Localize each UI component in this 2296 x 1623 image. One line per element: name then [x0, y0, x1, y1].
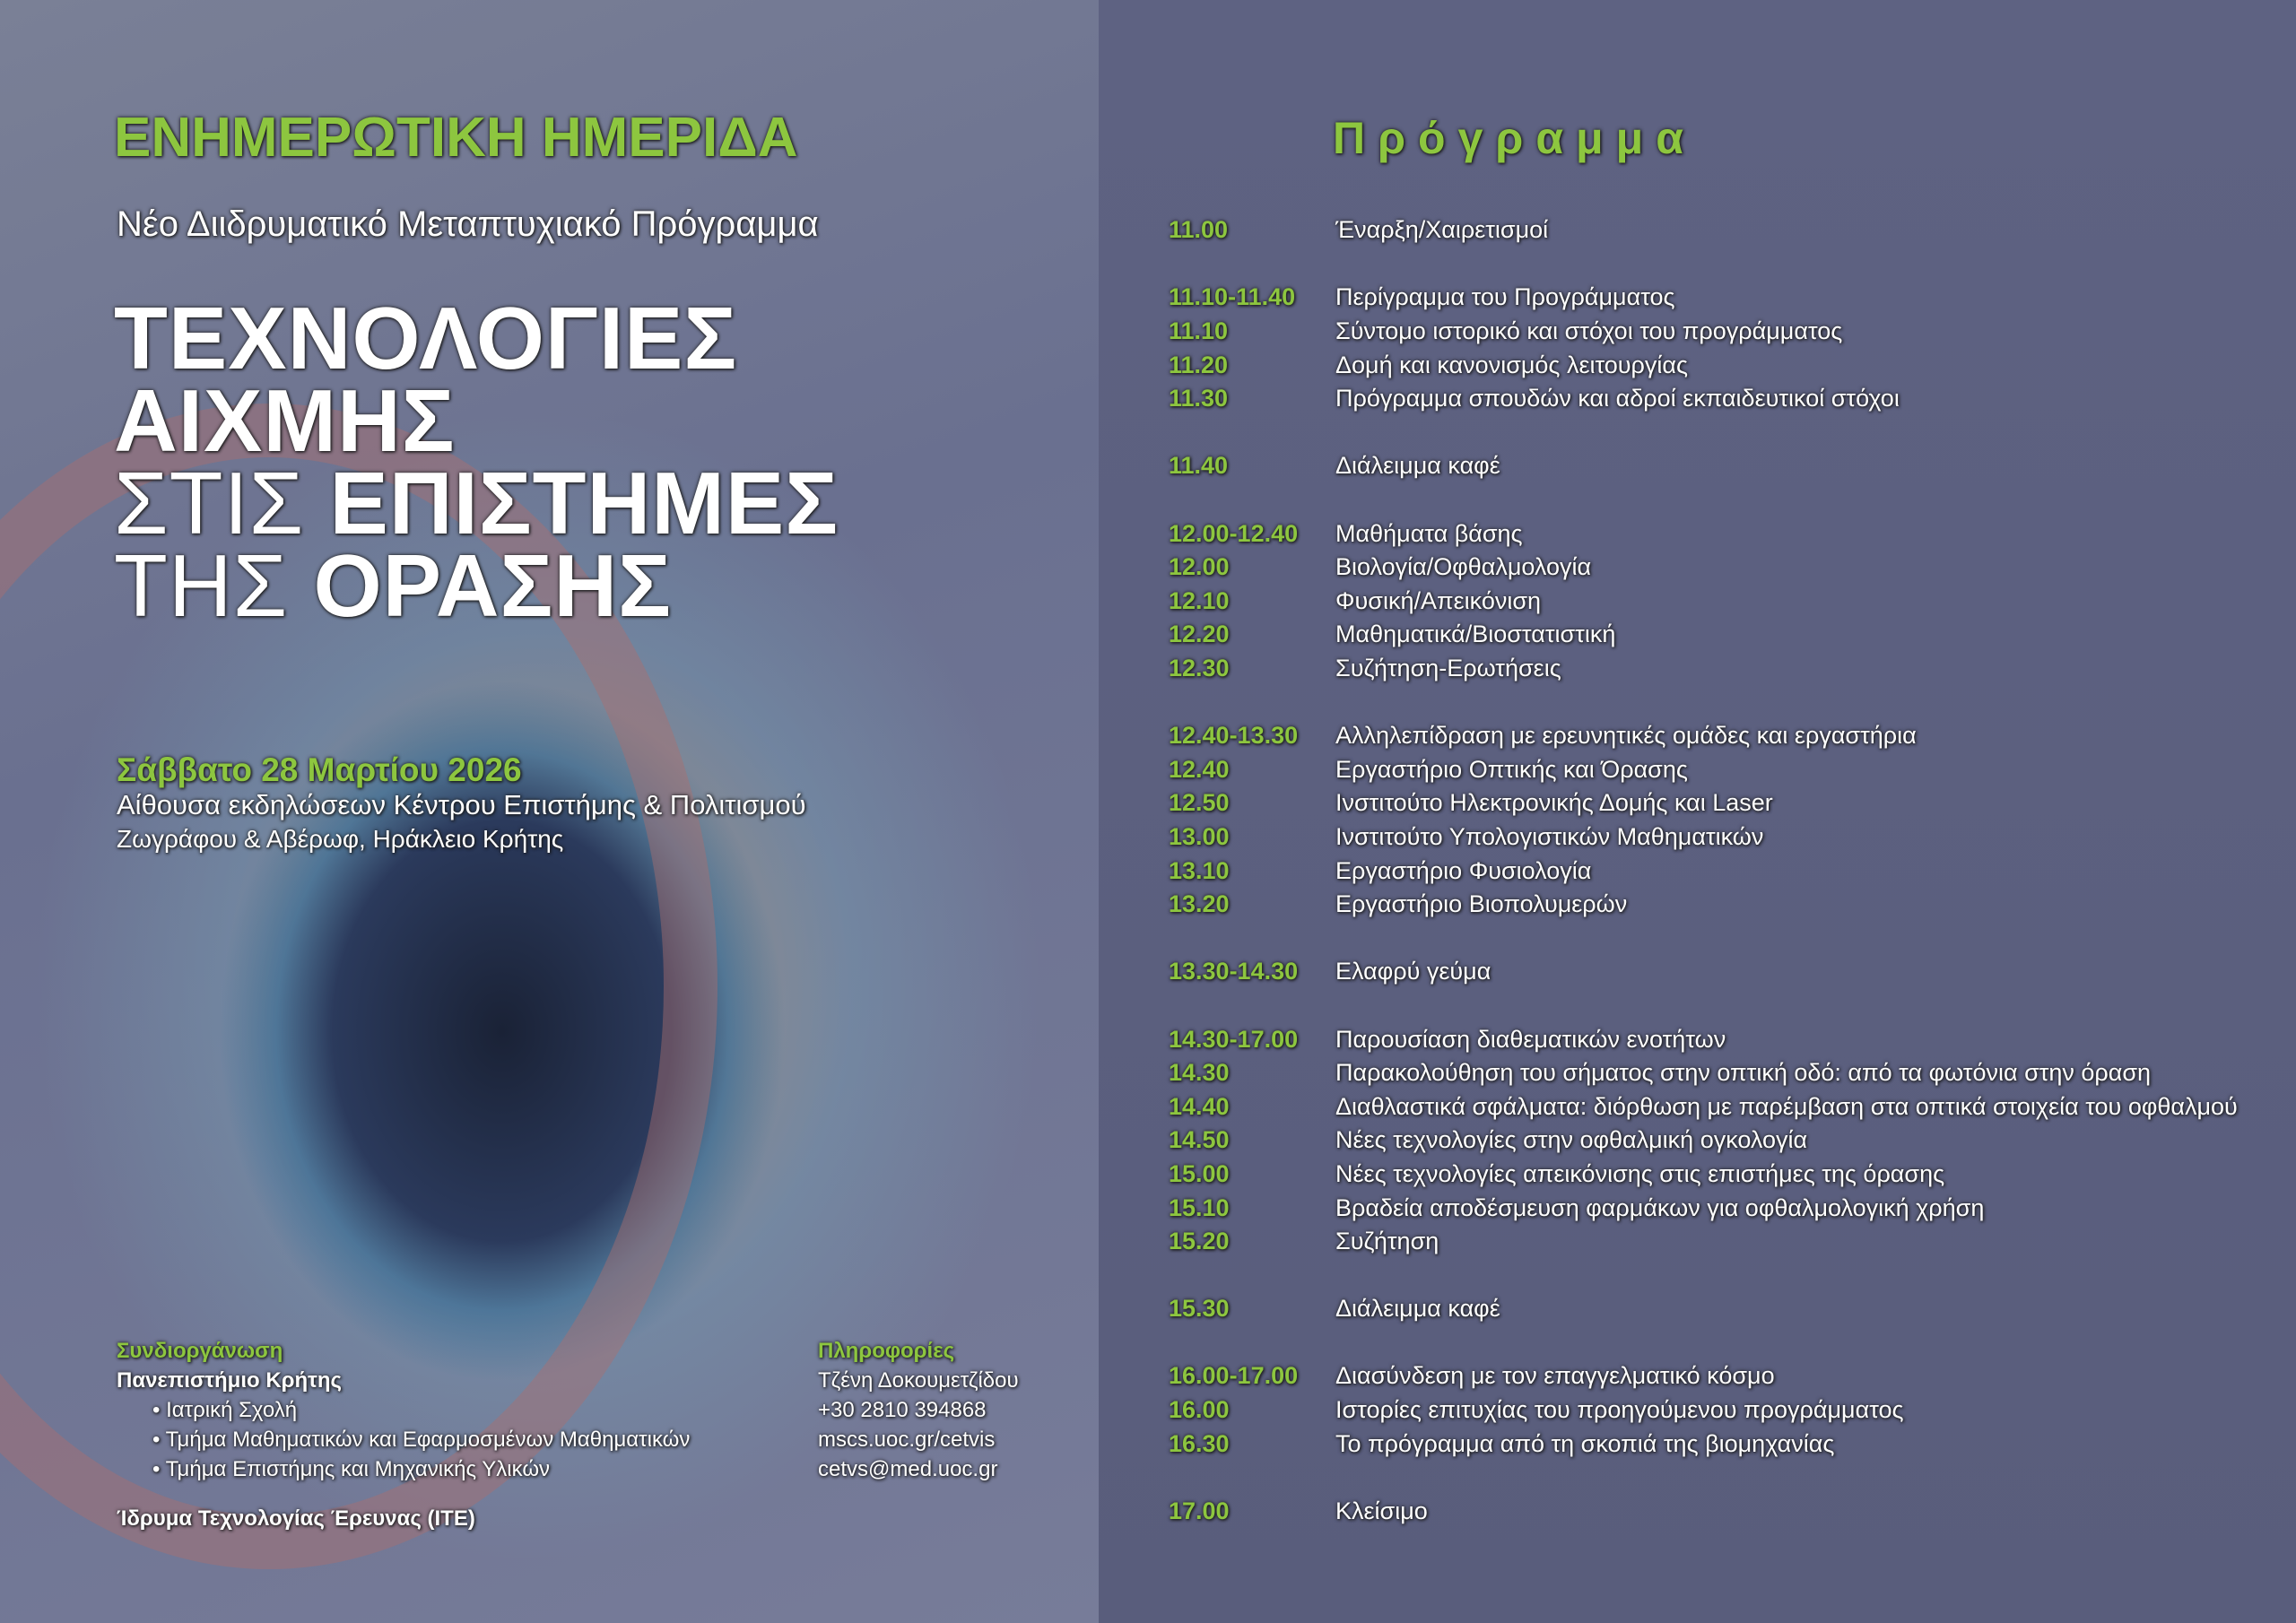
- event-address: Ζωγράφου & Αβέρωφ, Ηράκλειο Κρήτης: [117, 825, 564, 853]
- schedule-item: Έναρξη/Χαιρετισμοί: [1335, 216, 1549, 244]
- schedule-time: 12.30: [1169, 655, 1230, 682]
- schedule-item: Βιολογία/Οφθαλμολογία: [1335, 553, 1592, 581]
- event-date: Σάββατο 28 Μαρτίου 2026: [117, 751, 522, 788]
- schedule-row: [1169, 516, 2238, 551]
- schedule-item: Ιστορίες επιτυχίας του προηγούμενου προγράμματος: [1335, 1396, 1904, 1424]
- schedule-row: [1169, 585, 2238, 619]
- schedule-item: Παρουσίαση διαθεματικών ενοτήτων: [1335, 1025, 1726, 1053]
- schedule-row: [1169, 1495, 2238, 1529]
- schedule-item: Ελαφρύ γεύμα: [1335, 958, 1492, 985]
- schedule-time: 11.30: [1169, 385, 1229, 412]
- schedule-item: Αλληλεπίδραση με ερευνητικές ομάδες και εργαστήρια: [1335, 722, 1917, 750]
- department: • Τμήμα Μαθηματικών και Εφαρμοσμένων Μαθηματικών: [152, 1428, 691, 1452]
- contact-phone: +30 2810 394868: [818, 1398, 987, 1422]
- schedule-item: Μαθήματα βάσης: [1335, 519, 1523, 547]
- schedule-row: [1169, 786, 2238, 820]
- schedule-row: [1169, 1056, 2238, 1090]
- schedule-time: 14.30: [1169, 1059, 1230, 1087]
- schedule-row: [1169, 753, 2238, 787]
- event-venue: Αίθουσα εκδηλώσεων Κέντρου Επιστήμης & Πολιτισμού: [117, 789, 806, 820]
- co-organizers: [117, 1336, 690, 1533]
- contact-website[interactable]: mscs.uoc.gr/cetvis: [818, 1428, 996, 1452]
- contact-info: [818, 1336, 1019, 1484]
- schedule-item: Το πρόγραμμα από τη σκοπιά της βιομηχανίας: [1335, 1429, 1835, 1457]
- schedule-row: [1169, 955, 2238, 989]
- schedule-spacer: [1169, 416, 2238, 450]
- schedule-time: 16.00-17.00: [1169, 1362, 1299, 1390]
- schedule-time: 16.30: [1169, 1429, 1230, 1457]
- schedule-row: [1169, 854, 2238, 888]
- schedule-item: Διασύνδεση με τον επαγγελματικό κόσμο: [1335, 1362, 1775, 1390]
- schedule-spacer: [1169, 1326, 2238, 1360]
- schedule-time: 13.00: [1169, 822, 1230, 850]
- schedule-time: 15.00: [1169, 1159, 1230, 1187]
- schedule-time: 14.40: [1169, 1092, 1230, 1120]
- schedule-item: Σύντομο ιστορικό και στόχοι του προγράμματος: [1335, 317, 1843, 345]
- schedule-time: 11.10: [1169, 317, 1229, 345]
- schedule-spacer: [1169, 989, 2238, 1023]
- foundation: Ίδρυμα Τεχνολογίας Έρευνας (ΙΤΕ): [117, 1506, 475, 1531]
- schedule-time: 14.50: [1169, 1126, 1230, 1154]
- schedule-item: Φυσική/Απεικόνιση: [1335, 586, 1542, 614]
- title-thin: ΣΤΙΣ: [114, 454, 330, 552]
- schedule-time: 12.00-12.40: [1169, 519, 1299, 547]
- schedule-row: [1169, 1292, 2238, 1326]
- schedule-row: [1169, 1158, 2238, 1192]
- title-bold: ΕΠΙΣΤΗΜΕΣ: [329, 454, 839, 552]
- schedule-row: [1169, 1427, 2238, 1461]
- schedule-item: Διάλειμμα καφέ: [1335, 452, 1500, 480]
- schedule-item: Βραδεία αποδέσμευση φαρμάκων για οφθαλμολογική χρήση: [1335, 1193, 1985, 1221]
- schedule-item: Πρόγραμμα σπουδών και αδροί εκπαιδευτικοί στόχοι: [1335, 385, 1900, 412]
- schedule-time: 13.10: [1169, 856, 1230, 884]
- schedule-time: 12.40-13.30: [1169, 722, 1299, 750]
- schedule-time: 12.20: [1169, 621, 1230, 648]
- schedule-row: [1169, 618, 2238, 652]
- schedule-time: 12.10: [1169, 586, 1230, 614]
- program-schedule: [1169, 213, 2238, 1528]
- schedule-time: 14.30-17.00: [1169, 1025, 1299, 1053]
- schedule-time: 11.00: [1169, 216, 1229, 244]
- schedule-spacer: [1169, 1258, 2238, 1292]
- title-thin: ΤΗΣ: [114, 536, 314, 635]
- schedule-row: [1169, 551, 2238, 585]
- schedule-item: Συζήτηση: [1335, 1228, 1439, 1255]
- schedule-time: 11.40: [1169, 452, 1229, 480]
- schedule-row: [1169, 1124, 2238, 1158]
- schedule-row: [1169, 281, 2238, 315]
- schedule-time: 15.20: [1169, 1228, 1230, 1255]
- schedule-row: [1169, 382, 2238, 416]
- schedule-spacer: [1169, 483, 2238, 517]
- schedule-row: [1169, 1022, 2238, 1056]
- title-line-3: [114, 454, 839, 552]
- info-label: Πληροφορίες: [818, 1339, 955, 1363]
- schedule-item: Παρακολούθηση του σήματος στην οπτική οδό: από τα φωτόνια στην όραση: [1335, 1059, 2152, 1087]
- university: Πανεπιστήμιο Κρήτης: [117, 1368, 343, 1393]
- schedule-time: 15.10: [1169, 1193, 1230, 1221]
- schedule-row: [1169, 449, 2238, 483]
- title-line-2: ΑΙΧΜΗΣ: [114, 371, 456, 470]
- schedule-item: Μαθηματικά/Βιοστατιστική: [1335, 621, 1616, 648]
- schedule-spacer: [1169, 685, 2238, 719]
- schedule-row: [1169, 888, 2238, 922]
- schedule-item: Εργαστήριο Βιοπολυμερών: [1335, 890, 1628, 918]
- schedule-item: Νέες τεχνολογίες στην οφθαλμική ογκολογία: [1335, 1126, 1808, 1154]
- contact-name: Τζένη Δοκουμετζίδου: [818, 1368, 1019, 1393]
- title-line-4: [114, 536, 672, 635]
- schedule-time: 13.30-14.30: [1169, 958, 1299, 985]
- schedule-time: 13.20: [1169, 890, 1230, 918]
- schedule-row: [1169, 652, 2238, 686]
- schedule-time: 17.00: [1169, 1497, 1230, 1524]
- schedule-row: [1169, 719, 2238, 753]
- schedule-time: 11.10-11.40: [1169, 283, 1296, 311]
- schedule-spacer: [1169, 921, 2238, 955]
- title-bold: ΟΡΑΣΗΣ: [313, 536, 672, 635]
- title-line-1: ΤΕΧΝΟΛΟΓΙΕΣ: [114, 289, 738, 387]
- schedule-spacer: [1169, 247, 2238, 282]
- program-subtitle: Νέο Διιδρυματικό Μεταπτυχιακό Πρόγραμμα: [117, 204, 819, 244]
- schedule-item: Ινστιτούτο Υπολογιστικών Μαθηματικών: [1335, 822, 1764, 850]
- department: • Ιατρική Σχολή: [152, 1398, 298, 1422]
- schedule-item: Περίγραμμα του Προγράμματος: [1335, 283, 1675, 311]
- schedule-row: [1169, 213, 2238, 247]
- schedule-row: [1169, 1225, 2238, 1259]
- schedule-item: Διάλειμμα καφέ: [1335, 1295, 1500, 1323]
- schedule-item: Διαθλαστικά σφάλματα: διόρθωση με παρέμβαση στα οπτικά στοιχεία του οφθαλμού: [1335, 1092, 2238, 1120]
- contact-email[interactable]: cetvs@med.uoc.gr: [818, 1457, 998, 1481]
- schedule-spacer: [1169, 1461, 2238, 1495]
- schedule-item: Δομή και κανονισμός λειτουργίας: [1335, 351, 1689, 378]
- schedule-row: [1169, 1191, 2238, 1225]
- program-title: Πρόγραμμα: [1333, 113, 1696, 163]
- schedule-time: 12.50: [1169, 789, 1230, 817]
- schedule-item: Κλείσιμο: [1335, 1497, 1428, 1524]
- schedule-item: Ινστιτούτο Ηλεκτρονικής Δομής και Laser: [1335, 789, 1773, 817]
- schedule-time: 11.20: [1169, 351, 1229, 378]
- schedule-row: [1169, 1393, 2238, 1428]
- department: • Τμήμα Επιστήμης και Μηχανικής Υλικών: [152, 1457, 551, 1481]
- co-org-label: Συνδιοργάνωση: [117, 1339, 283, 1363]
- schedule-time: 16.00: [1169, 1396, 1230, 1424]
- schedule-time: 12.40: [1169, 755, 1230, 783]
- schedule-time: 12.00: [1169, 553, 1230, 581]
- schedule-row: [1169, 315, 2238, 349]
- schedule-time: 15.30: [1169, 1295, 1230, 1323]
- schedule-row: [1169, 1359, 2238, 1393]
- schedule-row: [1169, 820, 2238, 855]
- schedule-row: [1169, 1089, 2238, 1124]
- schedule-row: [1169, 348, 2238, 382]
- poster-left-panel: [0, 0, 1099, 1623]
- schedule-item: Συζήτηση-Ερωτήσεις: [1335, 655, 1561, 682]
- schedule-item: Εργαστήριο Οπτικής και Όρασης: [1335, 755, 1688, 783]
- schedule-item: Εργαστήριο Φυσιολογία: [1335, 856, 1592, 884]
- schedule-item: Νέες τεχνολογίες απεικόνισης στις επιστήμες της όρασης: [1335, 1159, 1945, 1187]
- event-heading: ΕΝΗΜΕΡΩΤΙΚΗ ΗΜΕΡΙΔΑ: [114, 107, 798, 169]
